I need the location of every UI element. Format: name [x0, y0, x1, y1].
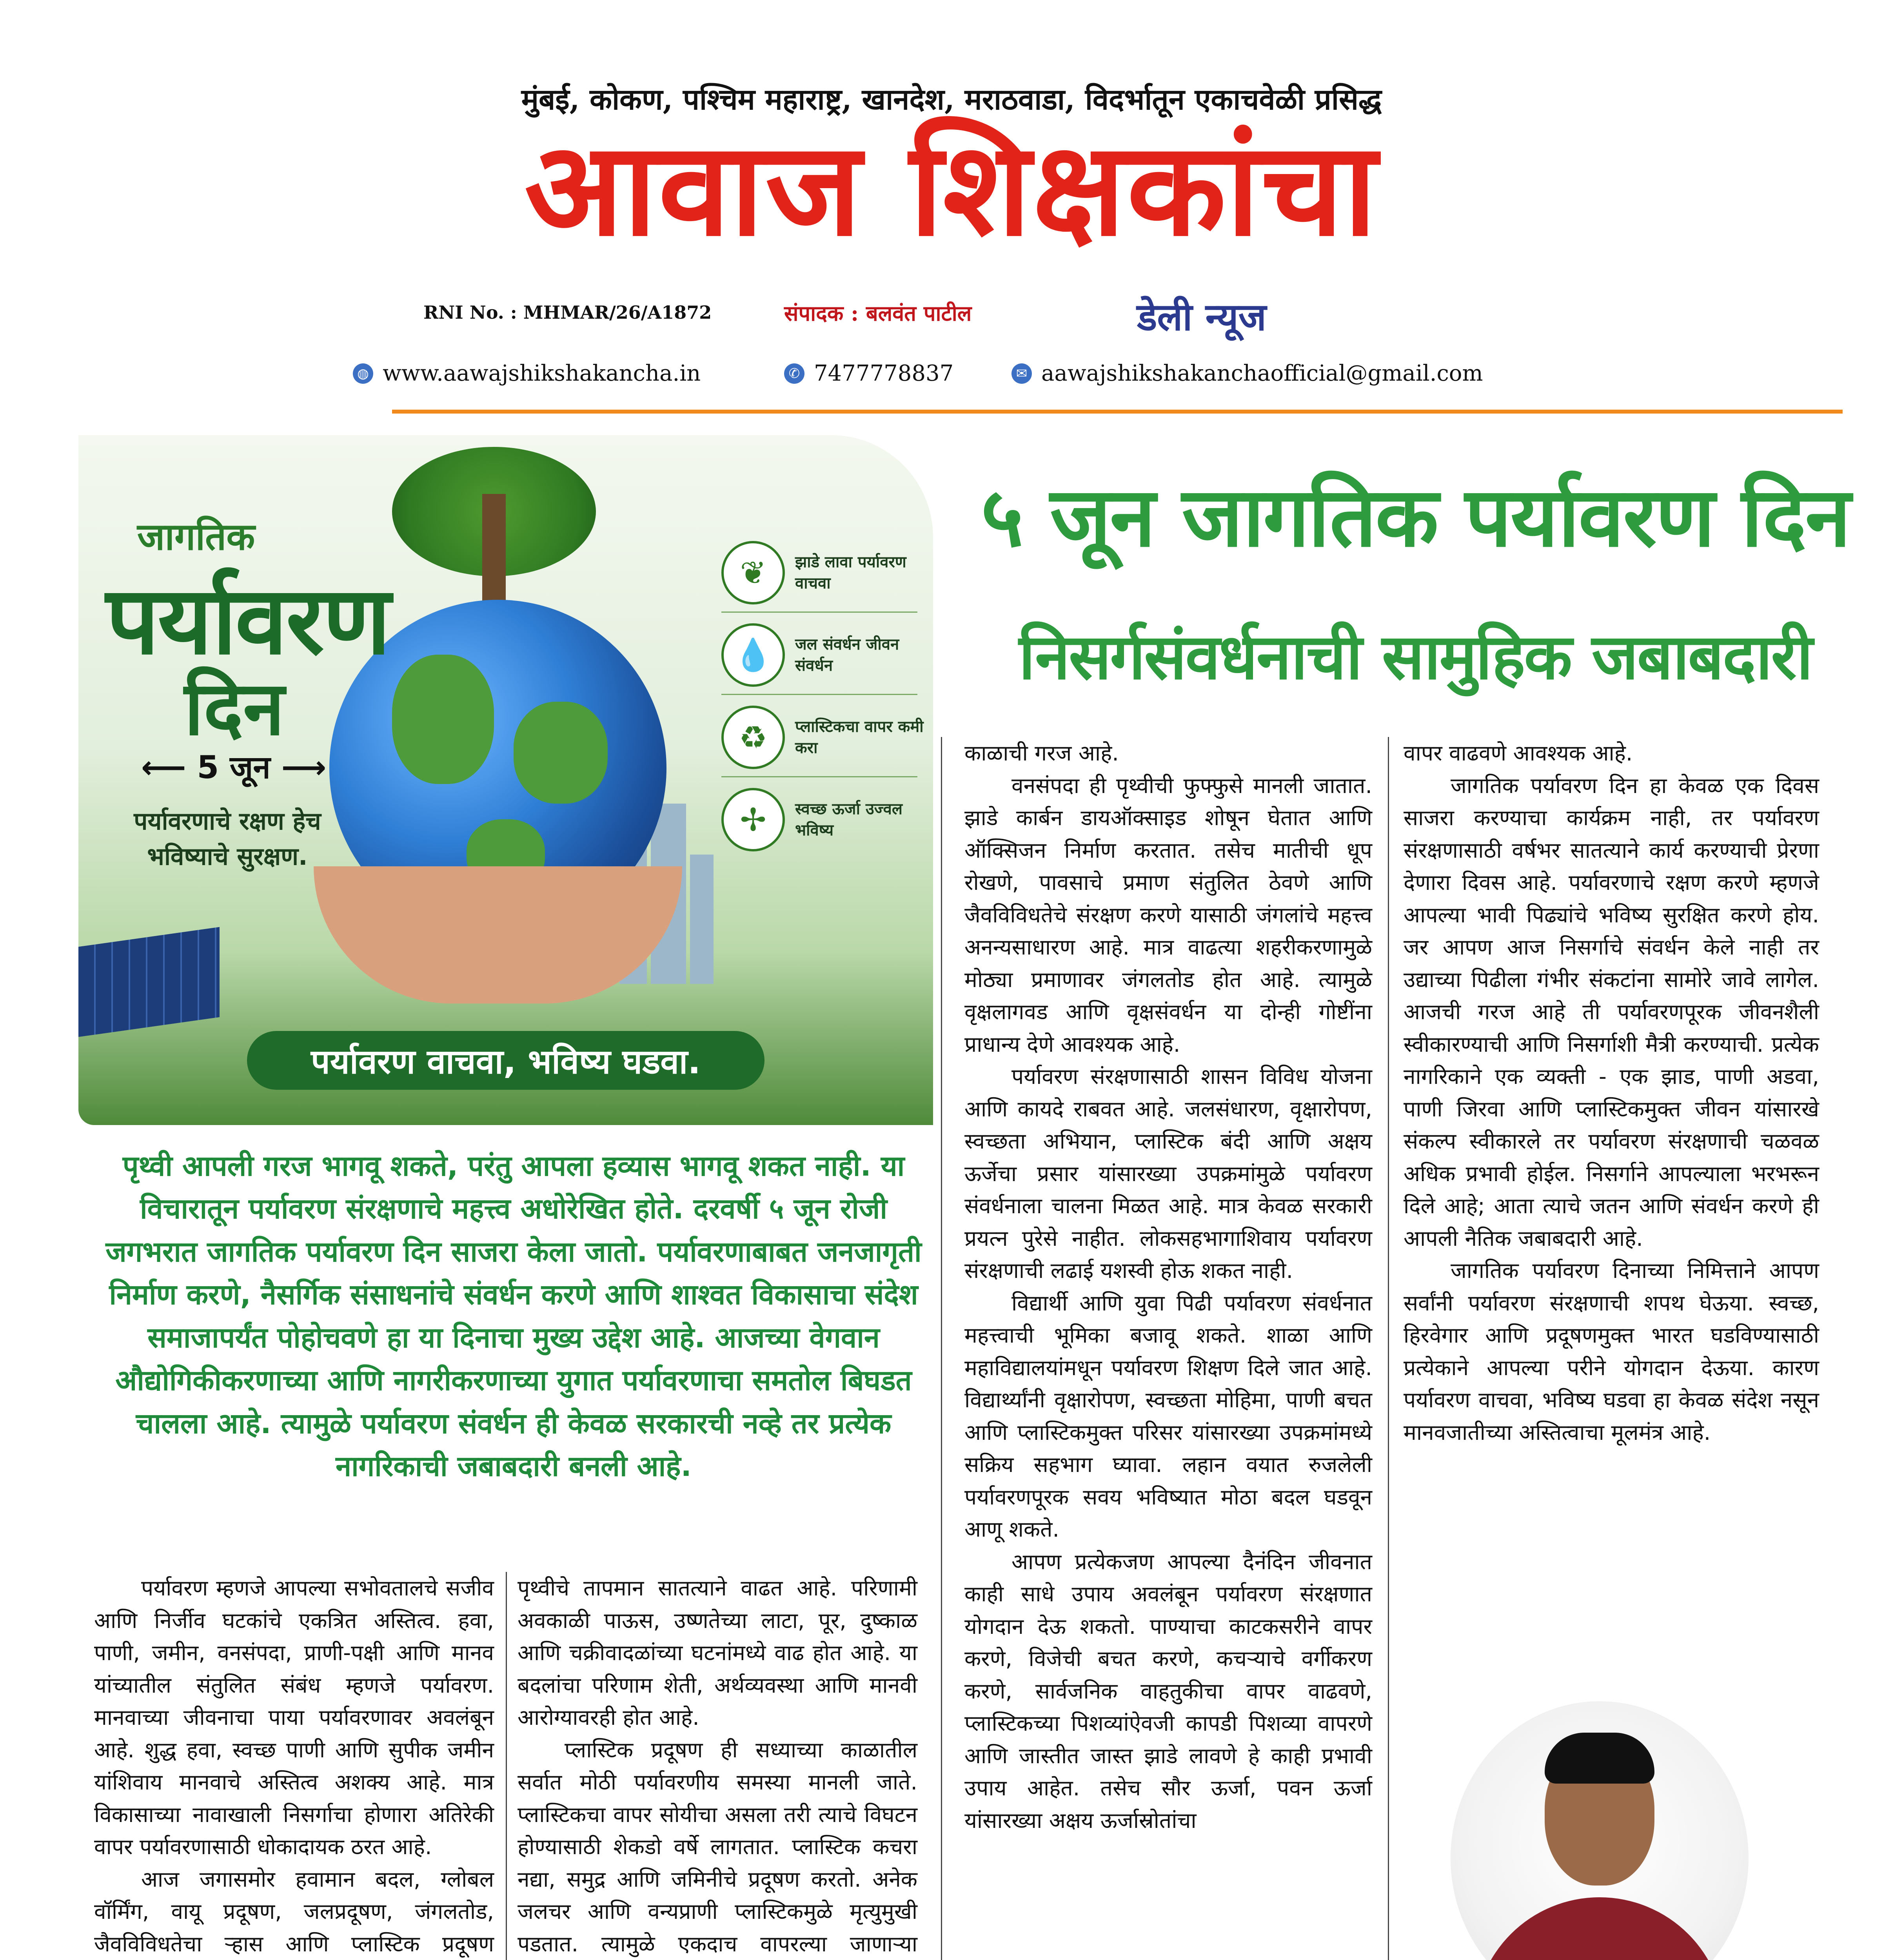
paragraph: वापर वाढवणे आवश्यक आहे.	[1404, 740, 1633, 766]
article-subheadline: निसर्गसंवर्धनाची सामुहिक जबाबदारी	[1019, 620, 1812, 693]
phone-contact[interactable]	[784, 361, 953, 386]
continent-shape	[514, 702, 608, 804]
globe-icon: ◍	[353, 363, 373, 384]
masthead-title: आवाज शिक्षकांचा	[524, 113, 1379, 265]
phone-number[interactable]: 7477778837	[814, 361, 954, 386]
poster-item-energy	[721, 788, 933, 851]
poster-item-plant	[721, 541, 933, 604]
poster-message: पर्यावरणाचे रक्षण हेच भविष्याचे सुरक्षण.	[134, 807, 321, 871]
poster-item-water	[721, 623, 933, 687]
paragraph: प्लास्टिक प्रदूषण ही सध्याच्या काळातील सर्वात मोठी पर्यावरणीय समस्या मानली जाते. प्लास्टिकचा वापर सोयीचा असला तरी त्याचे विघटन होण्यासाठी शेकडो वर्षे लागतात. प्लास्टिक कचरा नद्या, समुद्र आणि जमिनीचे प्रदूषण करतो. अनेक जलचर आणि वन्यप्राणी प्लास्टिकमुळे मृत्युमुखी पडतात. त्यामुळे एकदाच वापरल्या जाणाऱ्या	[518, 1737, 917, 1956]
plant-icon: ❦	[721, 541, 785, 604]
column-divider	[941, 737, 942, 1960]
poster-banner: पर्यावरण वाचवा, भविष्य घडवा.	[247, 1031, 764, 1090]
phone-icon: ✆	[784, 363, 804, 384]
poster-divider	[721, 776, 917, 777]
poster-item-text: झाडे लावा पर्यावरण वाचवा	[795, 553, 906, 592]
wind-turbine-icon: ✢	[721, 788, 785, 851]
building-illustration	[690, 855, 714, 984]
poster-divider	[721, 612, 917, 613]
poster-date-text: 5 जून	[197, 749, 271, 786]
paragraph: वनसंपदा ही पृथ्वीची फुफ्फुसे मानली जातात. झाडे कार्बन डायऑक्साइड शोषून घेतात आणि ऑक्सिजन निर्माण करतात. तसेच मातीची धूप रोखणे, पावसाचे प्रमाण संतुलित ठेवणे आणि जैवविविधतेचे संरक्षण करणे यासाठी जंगलांचे महत्त्व अनन्यसाधारण आहे. मात्र वाढत्या शहरीकरणामुळे मोठ्या प्रमाणावर जंगलतोड होत आहे. त्यामुळे वृक्षलागवड आणि वृक्षसंवर्धन या दोन्ही गोष्टींना प्राधान्य देणे आवश्यक आहे.	[964, 773, 1372, 1057]
author-photo	[1451, 1701, 1749, 1960]
rni-number: RNI No. : MHMAR/26/A1872	[423, 302, 712, 323]
article-headline: ५ जून जागतिक पर्यावरण दिन	[981, 469, 1850, 565]
paragraph: जागतिक पर्यावरण दिनाच्या निमित्ताने आपण सर्वांनी पर्यावरण संरक्षणाची शपथ घेऊया. स्वच्छ, हिरवेगार आणि प्रदूषणमुक्त भारत घडविण्यासाठी प्रत्येकाने आपल्या परीने योगदान देऊया. कारण पर्यावरण वाचवा, भविष्य घडवा हा केवळ संदेश नसून मानवजातीच्या अस्तित्वाचा मूलमंत्र आहे.	[1404, 1258, 1819, 1445]
paragraph: काळाची गरज आहे.	[964, 740, 1119, 766]
edition-label: डेली न्यूज	[1137, 295, 1266, 339]
email-address[interactable]: aawajshikshakanchaofficial@gmail.com	[1041, 361, 1483, 386]
poster-item-recycle	[721, 706, 933, 769]
mail-icon: ✉	[1011, 363, 1032, 384]
solar-panel-illustration	[78, 927, 220, 1037]
poster-title-small: जागतिक	[137, 515, 255, 559]
poster-date: ⟵ 5 जून ⟶	[141, 749, 327, 786]
poster-item-text: स्वच्छ ऊर्जा उज्वल भविष्य	[795, 800, 903, 839]
article-column-2	[518, 1572, 917, 1960]
poster-item-text: जल संवर्धन जीवन संवर्धन	[795, 635, 899, 675]
paragraph: पर्यावरण म्हणजे आपल्या सभोवतालचे सजीव आणि निर्जीव घटकांचे एकत्रित अस्तित्व. हवा, पाणी, जमीन, वनसंपदा, प्राणी-पक्षी आणि मानव यांच्यातील संतुलित संबंध म्हणजे पर्यावरण. मानवाच्या जीवनाचा पाया पर्यावरणावर अवलंबून आहे. शुद्ध हवा, स्वच्छ पाणी आणि सुपीक जमीन यांशिवाय मानवाचे अस्तित्व अशक्य आहे. मात्र विकासाच्या नावाखाली निसर्गाचा होणारा अतिरेकी वापर पर्यावरणासाठी धोकादायक ठरत आहे.	[94, 1575, 494, 1859]
editor-credit: संपादक : बलवंत पाटील	[784, 301, 972, 326]
tree-trunk-illustration	[482, 494, 506, 612]
website-link[interactable]: www.aawajshikshakancha.in	[383, 361, 701, 386]
website-contact[interactable]	[353, 361, 701, 386]
poster-item-text: प्लास्टिकचा वापर कमी करा	[795, 718, 924, 757]
poster-divider	[721, 694, 917, 695]
column-divider	[506, 1572, 507, 1960]
poster-title: पर्यावरण	[106, 566, 389, 675]
article-column-1	[94, 1572, 494, 1960]
article-column-4	[1404, 737, 1819, 1448]
column-divider	[1388, 737, 1389, 1960]
water-drop-icon: 💧	[721, 623, 785, 687]
article-column-3	[964, 737, 1372, 1837]
recycle-icon: ♻	[721, 706, 785, 769]
continent-shape	[392, 655, 494, 784]
author-hair	[1545, 1733, 1654, 1784]
header-divider	[392, 410, 1843, 414]
environment-day-poster	[78, 435, 933, 1125]
paragraph: जागतिक पर्यावरण दिन हा केवळ एक दिवस साजरा करण्याचा कार्यक्रम नाही, तर पर्यावरण संरक्षणासाठी वर्षभर सातत्याने कार्य करण्याची प्रेरणा देणारा दिवस आहे. पर्यावरणाचे रक्षण करणे म्हणजे आपल्या भावी पिढ्यांचे भविष्य सुरक्षित करणे होय. जर आपण आज निसर्गाचे संवर्धन केले नाही तर उद्याच्या पिढीला गंभीर संकटांना सामोरे जावे लागेल. आजची गरज आहे ती पर्यावरणपूरक जीवनशैली स्वीकारण्याची आणि निसर्गाशी मैत्री करण्याची. प्रत्येक नागरिकाने एक व्यक्ती - एक झाड, पाणी अडवा, पाणी जिरवा आणि प्लास्टिकमुक्त जीवन यांसारखे संकल्प स्वीकारले तर पर्यावरण संरक्षणाची चळवळ अधिक प्रभावी होईल. निसर्गाने आपल्याला भरभरून दिले आहे; आता त्याचे जतन आणि संवर्धन करणे ही आपली नैतिक जबाबदारी आहे.	[1404, 773, 1819, 1251]
paragraph: आपण प्रत्येकजण आपल्या दैनंदिन जीवनात काही साधे उपाय अवलंबून पर्यावरण संरक्षणात योगदान देऊ शकतो. पाण्याचा काटकसरीने वापर करणे, विजेची बचत करणे, कचऱ्याचे वर्गीकरण करणे, सार्वजनिक वाहतुकीचा वापर वाढवणे, प्लास्टिकच्या पिशव्यांऐवजी कापडी पिशव्या वापरणे आणि जास्तीत जास्त झाडे लावणे हे काही प्रभावी उपाय आहेत. तसेच सौर ऊर्जा, पवन ऊर्जा यांसारख्या अक्षय ऊर्जास्रोतांचा	[964, 1549, 1372, 1833]
paragraph: पृथ्वीचे तापमान सातत्याने वाढत आहे. परिणामी अवकाळी पाऊस, उष्णतेच्या लाटा, पूर, दुष्काळ आणि चक्रीवादळांच्या घटनांमध्ये वाढ होत आहे. या बदलांचा परिणाम शेती, अर्थव्यवस्था आणि मानवी आरोग्यावरही होत आहे.	[518, 1575, 917, 1730]
paragraph: पर्यावरण संरक्षणासाठी शासन विविध योजना आणि कायदे राबवत आहे. जलसंधारण, वृक्षारोपण, स्वच्छता अभियान, प्लास्टिक बंदी आणि अक्षय ऊर्जेचा प्रसार यांसारख्या उपक्रमांमुळे पर्यावरण संवर्धनाला चालना मिळत आहे. मात्र केवळ सरकारी प्रयत्न पुरेसे नाहीत. लोकसहभागाशिवाय पर्यावरण संरक्षणाची लढाई यशस्वी होऊ शकत नाही.	[964, 1064, 1372, 1283]
paragraph: विद्यार्थी आणि युवा पिढी पर्यावरण संवर्धनात महत्त्वाची भूमिका बजावू शकते. शाळा आणि महाविद्यालयांमधून पर्यावरण शिक्षण दिले जात आहे. विद्यार्थ्यांनी वृक्षारोपण, स्वच्छता मोहिमा, पाणी बचत आणि प्लास्टिकमुक्त परिसर यांसारख्या उपक्रमांमध्ये सक्रिय सहभाग घ्यावा. लहान वयात रुजलेली पर्यावरणपूरक सवय भविष्यात मोठा बदल घडवून आणू शकते.	[964, 1290, 1372, 1542]
paragraph: आज जगासमोर हवामान बदल, ग्लोबल वॉर्मिंग, वायू प्रदूषण, जलप्रदूषण, जंगलतोड, जैवविविधतेचा ऱ्हास आणि प्लास्टिक प्रदूषण	[94, 1866, 494, 1956]
author-shirt	[1474, 1897, 1725, 1960]
tagline: मुंबई, कोकण, पश्चिम महाराष्ट्र, खानदेश, मराठवाडा, विदर्भातून एकाचवेळी प्रसिद्ध	[521, 83, 1382, 116]
article-intro: पृथ्वी आपली गरज भागवू शकते, परंतु आपला हव्यास भागवू शकत नाही. या विचारातून पर्यावरण संरक्षणाचे महत्त्व अधोरेखित होते. दरवर्षी ५ जून रोजी जगभरात जागतिक पर्यावरण दिन साजरा केला जातो. पर्यावरणाबाबत जनजागृती निर्माण करणे, नैसर्गिक संसाधनांचे संवर्धन करणे आणि शाश्वत विकासाचा संदेश समाजापर्यंत पोहोचवणे हा या दिनाचा मुख्य उद्देश आहे. आजच्या वेगवान औद्योगिकीकरणाच्या आणि नागरीकरणाच्या युगात पर्यावरणाचा समतोल बिघडत चालला आहे. त्यामुळे पर्यावरण संवर्धन ही केवळ सरकारची नव्हे तर प्रत्येक नागरिकाची जबाबदारी बनली आहे.	[105, 1149, 922, 1483]
poster-title-din: दिन	[184, 665, 285, 752]
email-contact[interactable]	[1011, 361, 1483, 386]
